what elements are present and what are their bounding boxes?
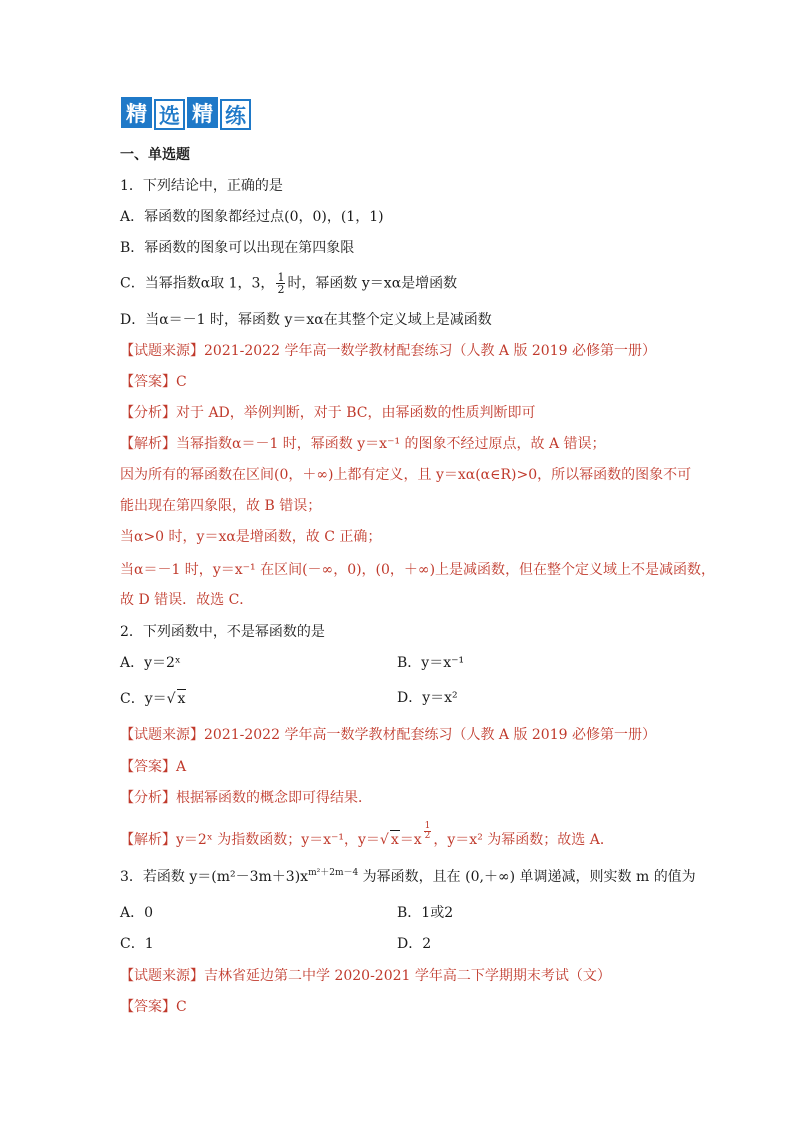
- q3-stem-pre: 3．若函数 y＝(m²－3m＋3)x: [120, 869, 309, 885]
- source-label: 【试题来源】: [120, 343, 204, 359]
- answer-label: 【答案】: [120, 374, 176, 390]
- answer-label: 【答案】: [120, 999, 176, 1015]
- q2-option-d: D．y＝x²: [397, 690, 458, 706]
- q2-option-a: A．y＝2ˣ: [120, 655, 181, 671]
- q2-option-b: B．y＝x⁻¹: [397, 655, 465, 671]
- q3-stem: [120, 868, 696, 886]
- analysis-label: 【分析】: [120, 405, 176, 421]
- q1-option-c-pre: C．当幂指数α取 1，3，: [120, 275, 275, 292]
- q2-option-c: [120, 689, 186, 708]
- solution-text: y＝2ˣ 为指数函数；y＝x⁻¹，y＝: [176, 832, 380, 848]
- fraction-numerator: 1: [277, 271, 285, 284]
- q3-source: [120, 967, 611, 985]
- solution-text: y＝x⁻¹ 在区间(－∞，0)，(0，＋∞)上是减函数: [212, 562, 506, 578]
- source-label: 【试题来源】: [120, 968, 204, 984]
- q1-answer: [120, 373, 187, 391]
- q1-option-a: A．幂函数的图象都经过点(0，0)，(1，1): [120, 209, 384, 225]
- q1-source: [120, 342, 656, 360]
- source-text: 吉林省延边第二中学 2020-2021 学年高二下学期期末考试（文）: [204, 968, 611, 984]
- logo-char: 练: [220, 99, 251, 130]
- q1-solution-line-2: [120, 466, 691, 484]
- section-logo: [121, 97, 256, 132]
- q3-option-c: C．1: [120, 936, 154, 952]
- solution-label: 【解析】: [120, 832, 176, 848]
- solution-text: 所以幂函数的图象不可: [551, 467, 692, 483]
- q1-analysis: [120, 404, 536, 422]
- sqrt-icon: √: [379, 832, 389, 848]
- radicand: x: [390, 832, 399, 848]
- logo-char: 精: [121, 97, 152, 128]
- sqrt-icon: √: [166, 691, 176, 707]
- q2-analysis: [120, 789, 372, 807]
- fraction: [276, 272, 285, 295]
- solution-text: 当幂指数α＝－1 时，幂函数 y＝x⁻¹ 的图象不经过原点，故 A 错误；: [176, 436, 606, 452]
- fraction-numerator: 1: [424, 821, 431, 831]
- answer-text: C: [176, 999, 187, 1015]
- q1-option-d: D．当α＝－1 时，幂函数 y＝xα在其整个定义域上是减函数: [120, 312, 492, 328]
- q2-answer: [120, 758, 186, 776]
- answer-label: 【答案】: [120, 759, 176, 775]
- analysis-text: 对于 AD，举例判断，对于 BC，由幂函数的性质判断即可: [176, 405, 536, 421]
- radicand: x: [177, 691, 186, 707]
- source-label: 【试题来源】: [120, 727, 204, 743]
- fraction-exponent: [424, 822, 432, 841]
- logo-char: 精: [187, 97, 218, 128]
- q1-solution-line-1: [120, 435, 606, 453]
- section-title: 一、单选题: [120, 147, 190, 163]
- fraction-denominator: 2: [277, 283, 285, 296]
- q1-solution-line-4: 当α>0 时，y＝xα是增函数，故 C 正确；: [120, 529, 382, 545]
- q1-option-c-post: 时，幂函数 y＝xα是增函数: [287, 275, 458, 292]
- q3-answer: [120, 998, 187, 1016]
- q1-solution-line-3: 能出现在第四象限，故 B 错误；: [120, 498, 322, 514]
- source-text: 2021-2022 学年高一数学教材配套练习（人教 A 版 2019 必修第一册）: [204, 343, 656, 359]
- q3-option-d: D．2: [397, 936, 432, 952]
- fraction-denominator: 2: [424, 831, 431, 841]
- q1-option-b: B．幂函数的图象可以出现在第四象限: [120, 240, 355, 256]
- q1-option-c: [120, 272, 457, 295]
- solution-text: 当α＝－1 时，: [120, 562, 213, 578]
- q1-stem: 1．下列结论中，正确的是: [120, 178, 283, 194]
- solution-text: 因为所有的幂函数在区间(0，＋∞)上都有定义，且: [120, 467, 432, 483]
- solution-text: y＝xα(α∈R)>0，: [431, 467, 552, 483]
- q3-option-b: B．1或2: [397, 905, 454, 921]
- analysis-label: 【分析】: [120, 790, 176, 806]
- answer-text: A: [176, 759, 187, 775]
- solution-label: 【解析】: [120, 436, 176, 452]
- q3-stem-post: 为幂函数，且在 (0,＋∞) 单调递减，则实数 m 的值为: [358, 869, 696, 885]
- q1-solution-line-5: [120, 561, 715, 579]
- solution-text: ，但在整个定义域上不是减函数，: [505, 562, 716, 578]
- q1-solution-line-6: 故 D 错误．故选 C．: [120, 592, 254, 608]
- logo-char: 选: [154, 99, 185, 130]
- q2-stem: 2．下列函数中，不是幂函数的是: [120, 624, 325, 640]
- q3-option-a: A．0: [120, 905, 154, 921]
- q2-source: [120, 726, 656, 744]
- answer-text: C: [176, 374, 187, 390]
- q2-solution: [120, 822, 614, 849]
- source-text: 2021-2022 学年高一数学教材配套练习（人教 A 版 2019 必修第一册）: [204, 727, 656, 743]
- solution-text: ，y＝x² 为幂函数；故选 A．: [433, 832, 614, 848]
- solution-text: ＝x: [399, 832, 422, 848]
- analysis-text: 根据幂函数的概念即可得结果．: [176, 790, 372, 806]
- q3-exponent: m²＋2m－4: [308, 868, 359, 878]
- q2-option-c-pre: C．y＝: [120, 691, 167, 707]
